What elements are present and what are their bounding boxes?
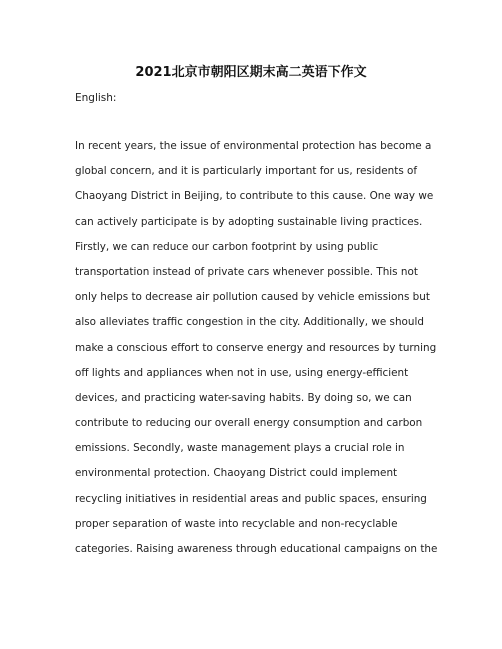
essay-line: devices, and practicing water-saving habits. By doing so, we can xyxy=(75,391,412,404)
document-title: 2021北京市朝阳区期末高二英语下作文 xyxy=(135,65,367,80)
essay-line: environmental protection. Chaoyang District could implement xyxy=(75,467,398,480)
essay-line: categories. Raising awareness through educational campaigns on the xyxy=(75,543,438,555)
essay-line: make a conscious effort to conserve energy and resources by turning xyxy=(75,341,437,354)
essay-line: Firstly, we can reduce our carbon footprint by using public xyxy=(75,240,379,253)
essay-line: transportation instead of private cars whenever possible. This not xyxy=(75,265,418,278)
essay-line: Chaoyang District in Beijing, to contribute to this cause. One way we xyxy=(75,190,434,203)
essay-line: recycling initiatives in residential areas and public spaces, ensuring xyxy=(75,492,427,505)
essay-line: In recent years, the issue of environmental protection has become a xyxy=(75,140,432,152)
essay-line: proper separation of waste into recyclable and non-recyclable xyxy=(75,517,398,530)
essay-line: off lights and appliances when not in use, using energy-efficient xyxy=(75,366,409,379)
language-label: English: xyxy=(75,92,117,104)
essay-line: can actively participate is by adopting sustainable living practices. xyxy=(75,215,423,228)
essay-line: global concern, and it is particularly important for us, residents of xyxy=(75,165,418,178)
essay-line: also alleviates traffic congestion in the city. Additionally, we should xyxy=(75,316,424,329)
essay-line: contribute to reducing our overall energy consumption and carbon xyxy=(75,417,423,430)
essay-line: only helps to decrease air pollution caused by vehicle emissions but xyxy=(75,291,430,304)
essay-line: emissions. Secondly, waste management plays a crucial role in xyxy=(75,442,405,455)
essay-body xyxy=(75,137,438,565)
